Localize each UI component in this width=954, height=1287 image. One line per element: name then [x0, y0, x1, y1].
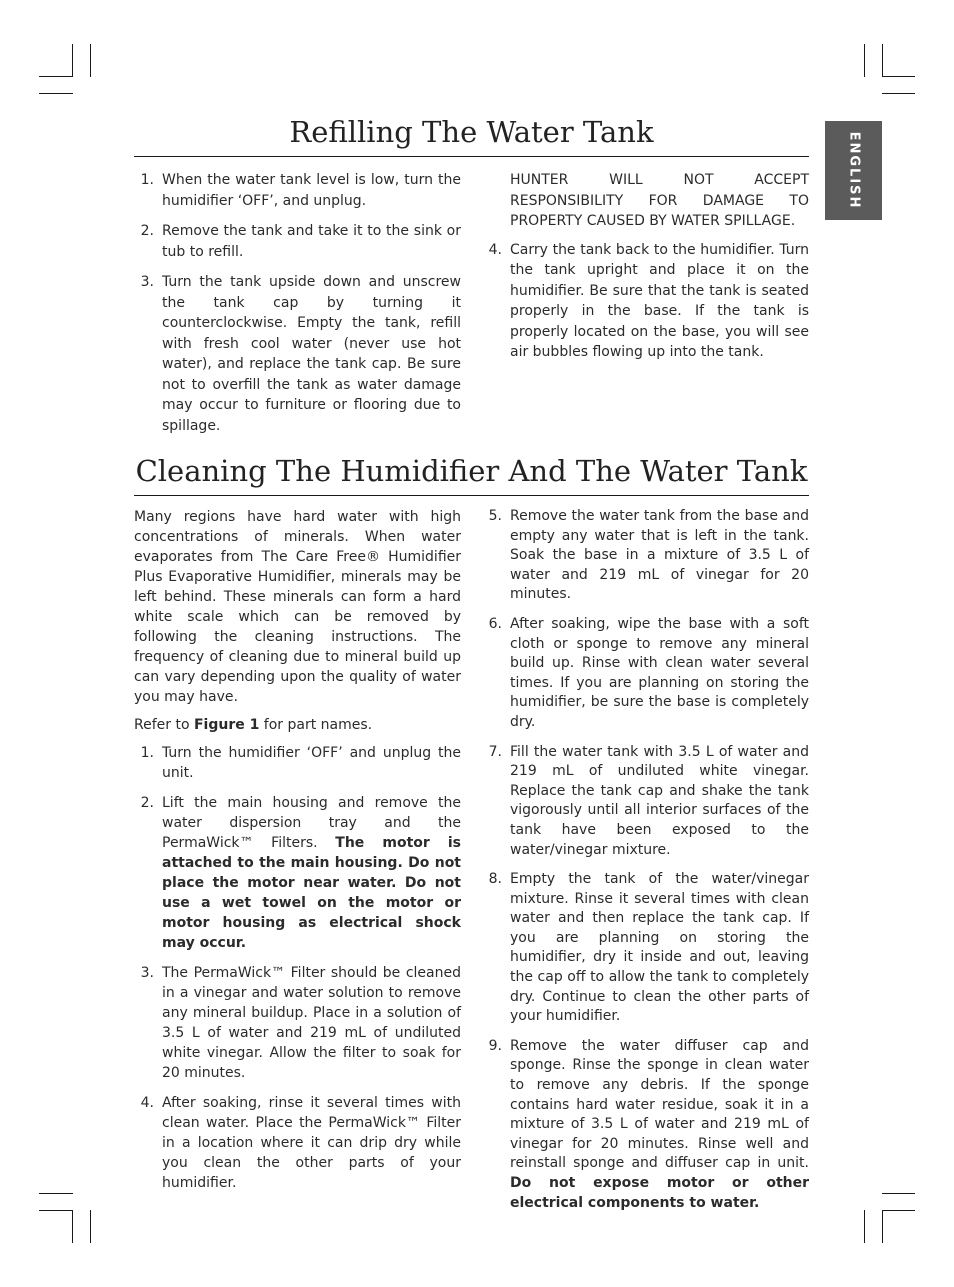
crop-mark — [39, 93, 73, 94]
section-title-refilling: Refilling The Water Tank — [134, 116, 809, 157]
list-item: 4. Carry the tank back to the humidifier. Turn the tank upright and place it on the humidifier. Be sure that the tank is seated properly in the base. If the tank is properly located on the base, you will see air bubbles flowing up into the tank. — [488, 241, 809, 360]
refilling-right-column — [482, 170, 809, 373]
language-tab-label: ENGLISH — [846, 131, 862, 210]
list-item: 2. Remove the tank and take it to the sink or tub to refill. — [140, 223, 461, 260]
list-item: 1. Turn the humidifier ‘OFF’ and unplug the unit. — [140, 745, 461, 781]
crop-mark — [39, 76, 73, 77]
list-item: 3. The PermaWick™ Filter should be cleaned in a vinegar and water solution to remove any mineral buildup. Place in a solution of 3.5 L of water and 219 mL of undiluted white vinegar. Allow the filter to soak for 20 minutes. — [140, 965, 461, 1081]
crop-mark — [864, 1210, 865, 1243]
list-item: 9. Remove the water diffuser cap and sponge. Rinse the sponge in clean water to remove any debris. If the sponge contains hard water residue, soak it in a mixture of 3.5 L of water and 219 mL of vinegar for 20 minutes. Rinse well and reinstall sponge and diffuser cap in unit. Do not expose motor or other electrical components to water. — [488, 1037, 809, 1211]
crop-mark — [882, 1210, 883, 1243]
crop-mark — [882, 76, 915, 77]
list-item: 3. Turn the tank upside down and unscrew the tank cap by turning it counterclockwise. Empty the tank, refill with fresh cool water (never use hot water), and replace the tank cap. Be sure not to overfill the tank as water damage may occur to furniture or flooring due to spillage. — [140, 274, 461, 434]
language-tab — [825, 121, 882, 220]
list-item: 7. Fill the water tank with 3.5 L of water and 219 mL of undiluted white vinegar. Replace the tank cap and shake the tank vigorously until all interior surfaces of the tank have been exposed to the water/vinegar mixture. — [488, 743, 809, 858]
list-item: 4. After soaking, rinse it several times with clean water. Place the PermaWick™ Filter in a location where it can drip dry while you clean the other parts of your humidifier. — [140, 1095, 461, 1191]
crop-mark — [882, 1193, 915, 1194]
cleaning-right-column — [482, 507, 809, 1223]
crop-mark — [39, 1193, 73, 1194]
list-item: 2. Lift the main housing and remove the water dispersion tray and the PermaWick™ Filters. The motor is attached to the main housing. Do not place the motor near water. Do not use a wet towel on the motor or motor housing as electrical shock may occur. — [140, 795, 461, 951]
refer-paragraph: Refer to Figure 1 for part names. — [134, 717, 373, 733]
list-item: 6. After soaking, wipe the base with a soft cloth or sponge to remove any mineral build up. Rinse with clean water several times. If you are planning on storing the humidifier, be sure the base is completely dry. — [488, 615, 809, 730]
crop-mark — [90, 1210, 91, 1243]
warning-text: HUNTER WILL NOT ACCEPT RESPONSIBILITY FOR DAMAGE TO PROPERTY CAUSED BY WATER SPILLAGE. — [510, 172, 809, 229]
cleaning-left-column — [134, 507, 461, 1203]
crop-mark — [72, 44, 73, 77]
crop-mark — [39, 1210, 73, 1211]
crop-mark — [882, 1210, 915, 1211]
list-item: 1. When the water tank level is low, turn the humidifier ‘OFF’, and unplug. — [140, 172, 461, 209]
crop-mark — [72, 1210, 73, 1243]
crop-mark — [882, 93, 915, 94]
refilling-left-column — [134, 170, 461, 446]
crop-mark — [882, 44, 883, 77]
crop-mark — [90, 44, 91, 77]
list-item: 8. Empty the tank of the water/vinegar mixture. Rinse it several times with clean water and then replace the tank cap. If you are planning on storing the humidifier, dry it inside and out, leaving the cap off to allow the tank to completely dry. Continue to clean the other parts of your humidifier. — [488, 871, 809, 1025]
list-item: 5. Remove the water tank from the base and empty any water that is left in the tank. Soak the base in a mixture of 3.5 L of water and 219 mL of vinegar for 20 minutes. — [488, 508, 809, 603]
intro-paragraph: Many regions have hard water with high concentrations of minerals. When water evaporates from The Care Free® Humidifier Plus Evaporative Humidifier, minerals may be left behind. These minerals can form a hard white scale which can be removed by following the cleaning instructions. The frequency of cleaning due to mineral build up can vary depending upon the quality of water you may have. — [134, 509, 461, 705]
section-title-cleaning: Cleaning The Humidifier And The Water Tank — [134, 455, 809, 496]
crop-mark — [864, 44, 865, 77]
